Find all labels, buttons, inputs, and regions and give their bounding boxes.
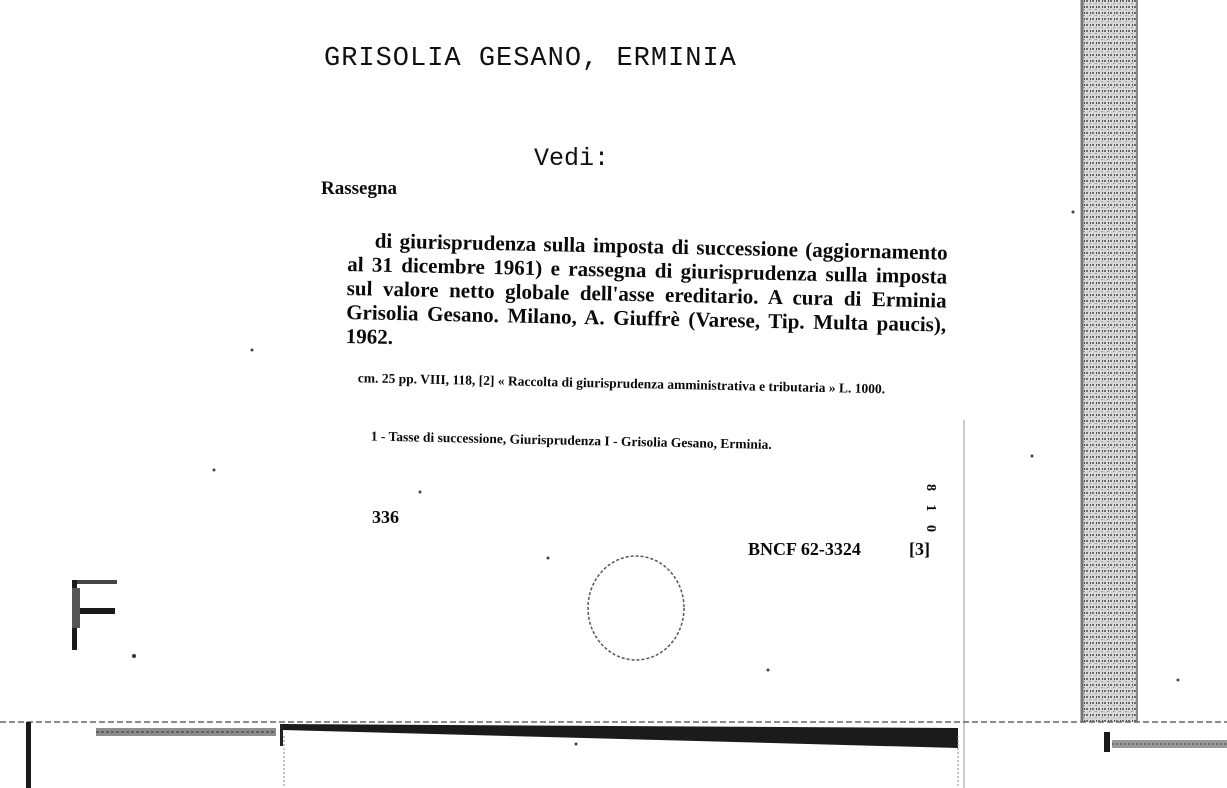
vertical-stamp: 8 1 0	[923, 484, 938, 537]
subject-tracings: 1 - Tasse di successione, Giurisprudenza I - Grisolia Gesano, Erminia.	[370, 428, 772, 452]
entry-body: di giurisprudenza sulla imposta di successione (aggiornamento al 31 dicembre 1961) e rassegna di giurisprudenza sulla imposta sul valore netto globale dell'asse ereditario. A cura di Erminia Grisolia Gesano. Milano, A. Giuffrè (Varese, Tip. Multa paucis), 1962.	[345, 228, 948, 349]
punch-hole	[588, 556, 684, 660]
library-code: BNCF 62-3324	[748, 539, 861, 559]
card-heading: GRISOLIA GESANO, ERMINIA	[324, 44, 737, 74]
sequence-number: [3]	[909, 539, 930, 559]
right-edge-strip	[1082, 0, 1138, 722]
card-number: 336	[372, 507, 399, 527]
entry-title: Rassegna	[321, 178, 398, 199]
see-label: Vedi:	[534, 144, 610, 173]
collation: cm. 25 pp. VIII, 118, [2] « Raccolta di giurisprudenza amministrativa e tributaria » L. 1000.	[357, 370, 886, 397]
